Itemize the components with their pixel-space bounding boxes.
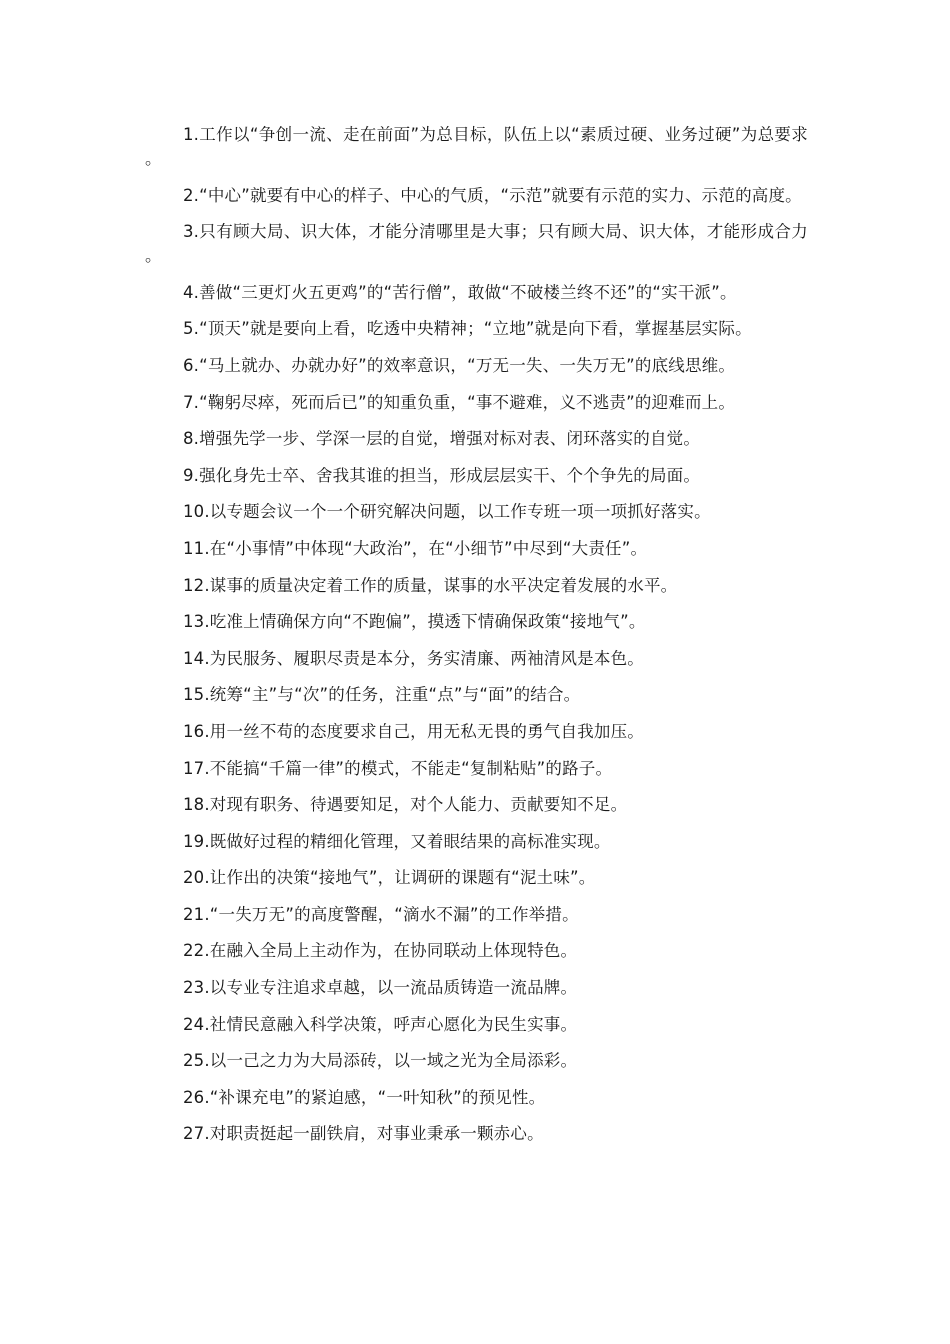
- paragraph-22: 22.在融入全局上主动作为，在协同联动上体现特色。: [182, 941, 578, 961]
- paragraph-25: 25.以一己之力为大局添砖，以一域之光为全局添彩。: [182, 1051, 578, 1071]
- paragraph-3: 3.只有顾大局、识大体，才能分清哪里是大事；只有顾大局、识大体，才能形成合力。: [145, 222, 808, 266]
- paragraph-11: 11.在“小事情”中体现“大政治”，在“小细节”中尽到“大责任”。: [182, 538, 648, 558]
- paragraph-5: 5.“顶天”就是要向上看，吃透中央精神；“立地”就是向下看，掌握基层实际。: [182, 319, 752, 339]
- paragraph-20: 20.让作出的决策“接地气”，让调研的课题有“泥土味”。: [182, 868, 596, 888]
- paragraph-14: 14.为民服务、履职尽责是本分，务实清廉、两袖清风是本色。: [182, 648, 644, 668]
- paragraph-23: 23.以专业专注追求卓越，以一流品质铸造一流品牌。: [182, 978, 578, 998]
- paragraph-4: 4.善做“三更灯火五更鸡”的“苦行僧”，敢做“不破楼兰终不还”的“实干派”。: [182, 282, 737, 302]
- paragraph-24: 24.社情民意融入科学决策，呼声心愿化为民生实事。: [182, 1014, 578, 1034]
- paragraph-26: 26.“补课充电”的紧迫感，“一叶知秋”的预见性。: [182, 1087, 546, 1107]
- paragraph-2: 2.“中心”就要有中心的样子、中心的气质，“示范”就要有示范的实力、示范的高度。: [182, 185, 802, 205]
- paragraph-6: 6.“马上就办、办就办好”的效率意识，“万无一失、一失万无”的底线思维。: [182, 355, 736, 375]
- paragraph-21: 21.“一失万无”的高度警醒，“滴水不漏”的工作举措。: [182, 904, 579, 924]
- paragraph-27: 27.对职责挺起一副铁肩，对事业秉承一颗赤心。: [182, 1124, 544, 1144]
- paragraph-1: 1.工作以“争创一流、走在前面”为总目标，队伍上以“素质过硬、业务过硬”为总要求。: [145, 125, 808, 168]
- paragraph-9: 9.强化身先士卒、舍我其谁的担当，形成层层实干、个个争先的局面。: [182, 465, 701, 485]
- paragraph-17: 17.不能搞“千篇一律”的模式，不能走“复制粘贴”的路子。: [182, 758, 613, 778]
- paragraph-19: 19.既做好过程的精细化管理，又着眼结果的高标准实现。: [182, 831, 611, 851]
- paragraph-7: 7.“鞠躬尽瘁，死而后已”的知重负重，“事不避难，义不逃责”的迎难而上。: [182, 392, 736, 412]
- paragraph-13: 13.吃准上情确保方向“不跑偏”，摸透下情确保政策“接地气”。: [182, 612, 646, 632]
- document-body: [145, 123, 808, 1146]
- paragraph-18: 18.对现有职务、待遇要知足，对个人能力、贡献要知不足。: [182, 795, 628, 815]
- paragraph-12: 12.谋事的质量决定着工作的质量，谋事的水平决定着发展的水平。: [182, 575, 678, 595]
- paragraph-8: 8.增强先学一步、学深一层的自觉，增强对标对表、闭环落实的自觉。: [182, 429, 701, 449]
- paragraph-10: 10.以专题会议一个一个研究解决问题，以工作专班一项一项抓好落实。: [182, 502, 711, 522]
- paragraph-16: 16.用一丝不苟的态度要求自己，用无私无畏的勇气自我加压。: [182, 721, 644, 741]
- paragraph-15: 15.统筹“主”与“次”的任务，注重“点”与“面”的结合。: [182, 685, 581, 705]
